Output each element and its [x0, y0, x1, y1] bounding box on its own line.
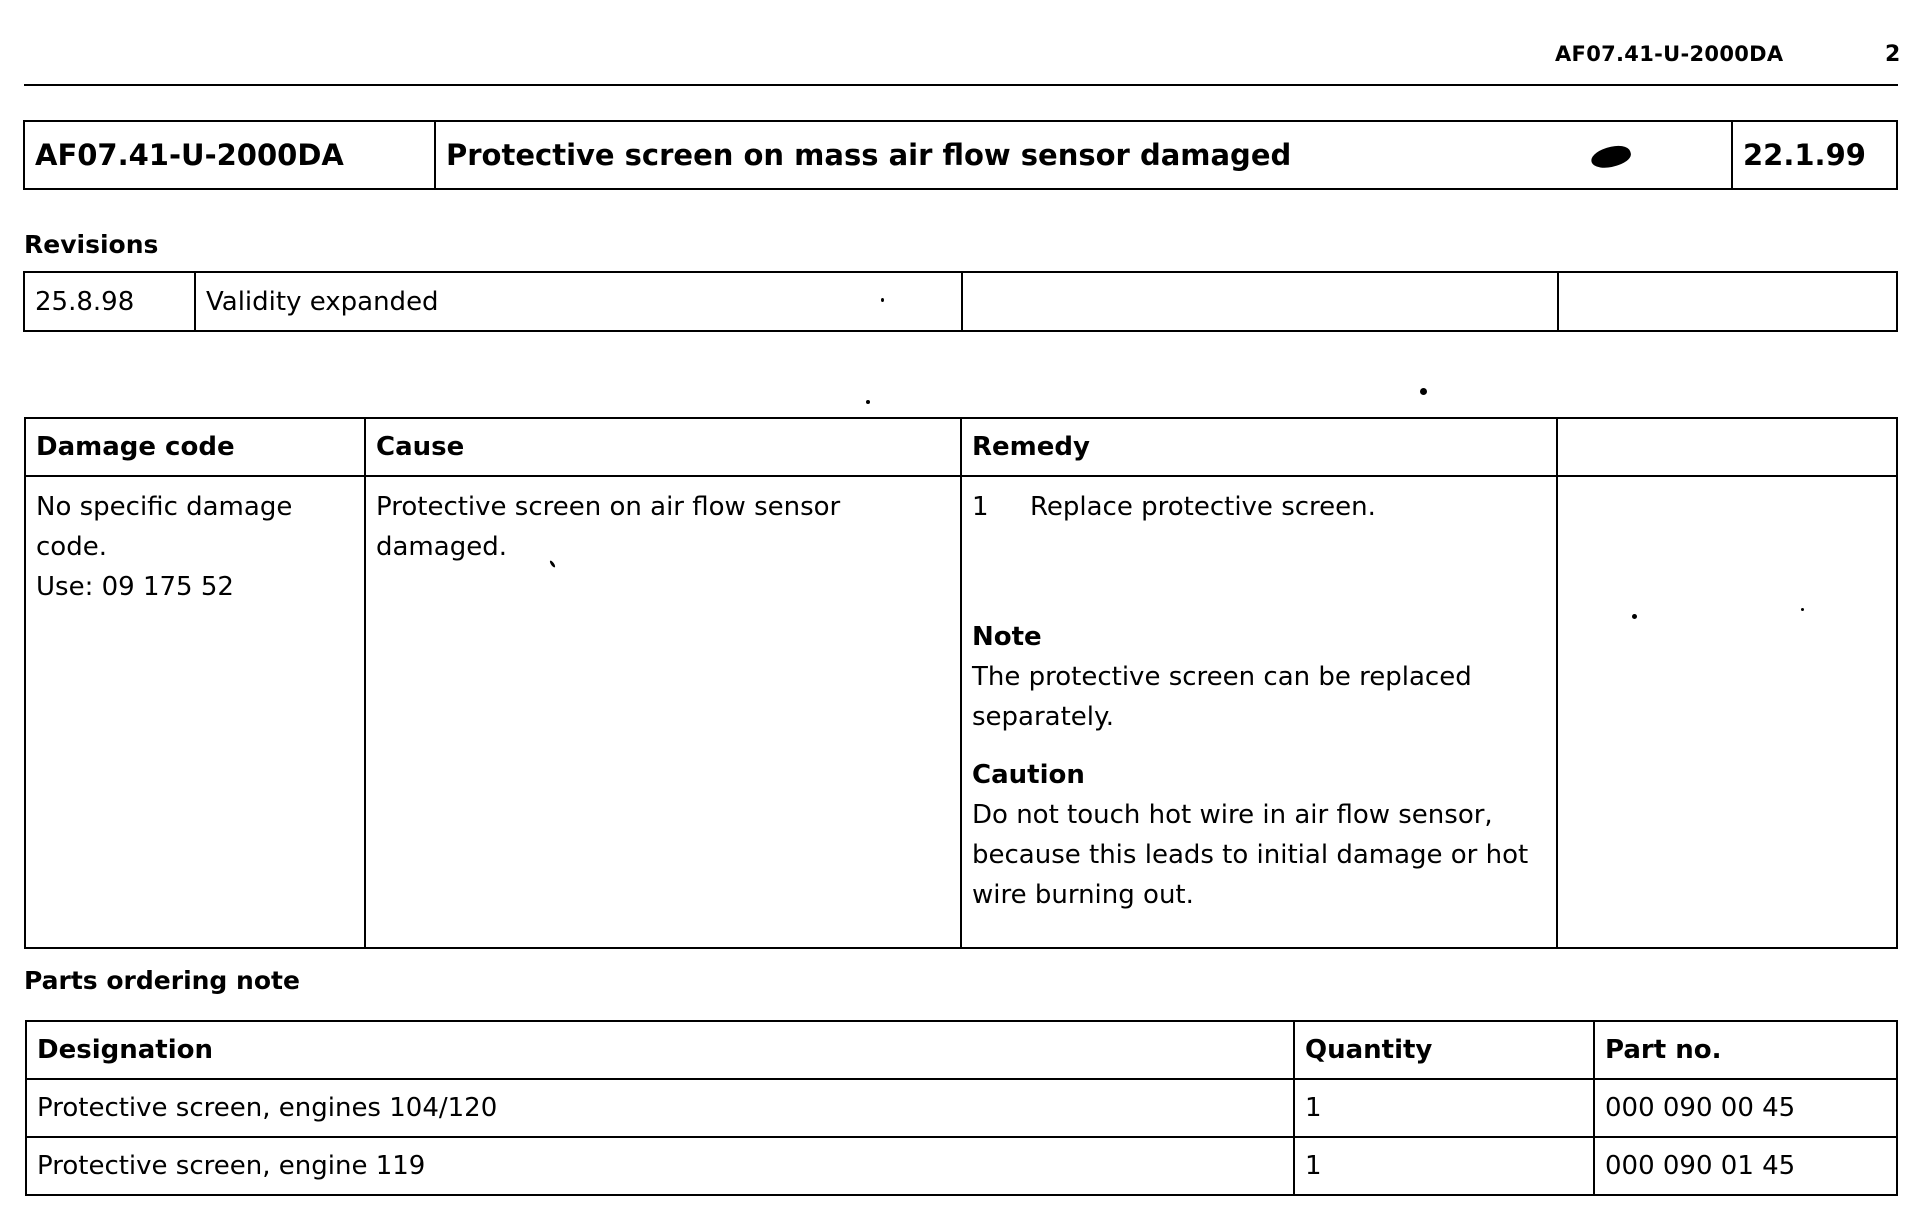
- scan-speck: [1801, 608, 1804, 611]
- revisions-heading: Revisions: [24, 230, 159, 259]
- part-quantity: 1: [1294, 1137, 1594, 1195]
- title-block: [23, 120, 1898, 190]
- revision-description: Validity expanded: [195, 272, 962, 331]
- header-part-no: Part no.: [1594, 1021, 1897, 1079]
- revision-date: 25.8.98: [24, 272, 195, 331]
- extra-cell: [1557, 476, 1897, 948]
- page-number: 2: [1885, 42, 1901, 67]
- part-number: 000 090 00 45: [1594, 1079, 1897, 1137]
- scan-speck: [1420, 388, 1427, 395]
- note-line: The protective screen can be replaced: [972, 662, 1472, 692]
- ink-smudge-icon: [1589, 141, 1633, 172]
- header-rule: [24, 84, 1898, 86]
- remedy-step-text: Replace protective screen.: [1030, 492, 1376, 522]
- scan-speck: [1632, 614, 1637, 619]
- header-quantity: Quantity: [1294, 1021, 1594, 1079]
- remedy-step-number: 1: [972, 492, 989, 522]
- header-extra: [1557, 418, 1897, 476]
- document-title: Protective screen on mass air flow sensor damaged: [446, 138, 1292, 172]
- caution-line: wire burning out.: [972, 880, 1194, 910]
- parts-ordering-heading: Parts ordering note: [24, 966, 300, 995]
- parts-table-header: [26, 1021, 1897, 1079]
- revision-cell-empty: [1558, 272, 1897, 331]
- note-line: separately.: [972, 702, 1114, 732]
- header-designation: Designation: [26, 1021, 1294, 1079]
- scan-speck: [866, 400, 870, 404]
- remedy-cell: [961, 476, 1557, 948]
- damage-table-header: [25, 418, 1897, 476]
- part-designation: Protective screen, engine 119: [26, 1137, 1294, 1195]
- revision-row: [24, 272, 1897, 331]
- cause-cell: [365, 476, 961, 948]
- damage-code-line: Use: 09 175 52: [36, 572, 234, 602]
- revisions-table: [23, 271, 1898, 332]
- revision-cell-empty: [962, 272, 1558, 331]
- damage-table-row: [25, 476, 1897, 948]
- caution-heading: Caution: [972, 760, 1085, 790]
- cause-line: Protective screen on air flow sensor: [376, 492, 841, 522]
- table-row: [26, 1137, 1897, 1195]
- damage-code-line: code.: [36, 532, 107, 562]
- scan-speck: [881, 298, 884, 302]
- cause-line: damaged.: [376, 532, 507, 562]
- page-header-code: AF07.41-U-2000DA: [1555, 42, 1784, 66]
- header-cause: Cause: [365, 418, 961, 476]
- damage-table: [24, 417, 1898, 949]
- part-quantity: 1: [1294, 1079, 1594, 1137]
- header-damage-code: Damage code: [25, 418, 365, 476]
- parts-table: [25, 1020, 1898, 1196]
- damage-code-line: No specific damage: [36, 492, 293, 522]
- remedy-step: [972, 487, 1546, 527]
- part-designation: Protective screen, engines 104/120: [26, 1079, 1294, 1137]
- caution-line: because this leads to initial damage or hot: [972, 840, 1529, 870]
- part-number: 000 090 01 45: [1594, 1137, 1897, 1195]
- title-code: AF07.41-U-2000DA: [24, 121, 435, 189]
- table-row: [26, 1079, 1897, 1137]
- caution-line: Do not touch hot wire in air flow sensor,: [972, 800, 1493, 830]
- header-remedy: Remedy: [961, 418, 1557, 476]
- note-heading: Note: [972, 622, 1042, 652]
- damage-code-cell: [25, 476, 365, 948]
- title-date: 22.1.99: [1732, 121, 1897, 189]
- title-cell: [435, 121, 1732, 189]
